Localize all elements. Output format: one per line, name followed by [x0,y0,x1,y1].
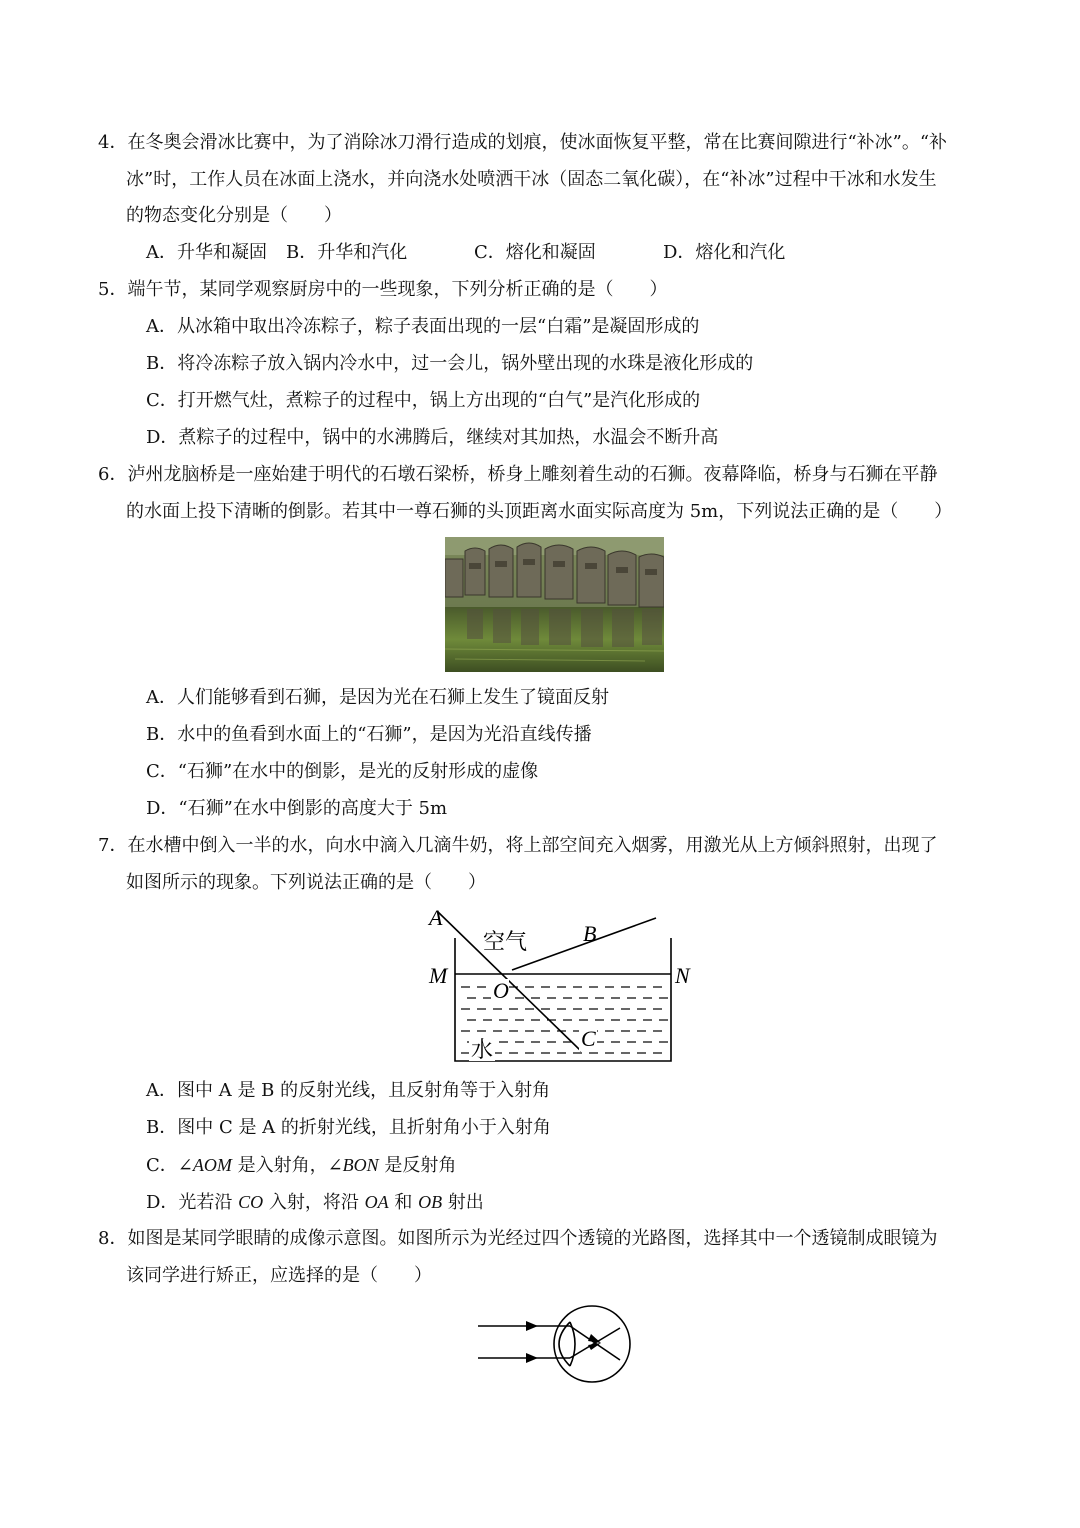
q6-option-d[interactable]: D．“石狮”在水中倒影的高度大于 5m [146,798,448,819]
q5-option-d[interactable]: D．煮粽子的过程中，锅中的水沸腾后，继续对其加热，水温会不断升高 [146,427,719,448]
q6-stem-line1: 6．泸州龙脑桥是一座始建于明代的石墩石梁桥，桥身上雕刻着生动的石狮。夜幕降临，桥身与石狮在平静 [98,464,938,485]
q6-option-b[interactable]: B．水中的鱼看到水面上的“石狮”，是因为光沿直线传播 [146,724,592,745]
light-refraction-diagram [405,903,705,1068]
q4-stem-line1: 4．在冬奥会滑冰比赛中，为了消除冰刀滑行造成的划痕，使冰面恢复平整，常在比赛间隙进行“补冰”。“补 [98,132,948,153]
q7-option-d-text: 和 [388,1192,419,1213]
ray-ob: OB [418,1192,443,1212]
q7-option-b[interactable]: B．图中 C 是 A 的折射光线，且折射角小于入射角 [146,1117,551,1138]
q7-stem-line2: 如图所示的现象。下列说法正确的是（ ） [126,872,486,893]
ray-co: CO [238,1192,264,1212]
label-water: 水 [471,1037,494,1062]
q7-option-d-text: 入射，将沿 [263,1192,365,1213]
q5-option-b[interactable]: B．将冷冻粽子放入锅内冷水中，过一会儿，锅外壁出现的水珠是液化形成的 [146,353,754,374]
q5-option-c[interactable]: C．打开燃气灶，煮粽子的过程中，锅上方出现的“白气”是汽化形成的 [146,390,701,411]
ray-oa: OA [364,1192,389,1212]
label-n: N [675,963,690,988]
q8-stem-line2: 该同学进行矫正，应选择的是（ ） [126,1265,432,1286]
q4-option-b[interactable]: B．升华和汽化 [286,242,408,263]
q7-option-d-text: D．光若沿 [146,1192,239,1213]
label-b: B [583,921,597,946]
q8-stem-line1: 8．如图是某同学眼睛的成像示意图。如图所示为光经过四个透镜的光路图，选择其中一个透镜制成眼镜为 [98,1228,938,1249]
eye-imaging-diagram [470,1300,640,1390]
label-a: A [429,905,443,930]
label-air: 空气 [483,929,528,954]
angle-bon: BON [342,1155,379,1175]
angle-aom: AOM [192,1155,232,1175]
q7-option-c-text: 是反射角 [378,1155,457,1176]
label-o: O [493,978,509,1003]
q7-option-c-text: 是入射角，∠ [231,1155,343,1176]
q6-option-a[interactable]: A．人们能够看到石狮，是因为光在石狮上发生了镜面反射 [146,687,609,708]
q7-option-a[interactable]: A．图中 A 是 B 的反射光线，且反射角等于入射角 [146,1080,551,1101]
q4-option-a[interactable]: A．升华和凝固 [146,242,267,263]
q5-option-a[interactable]: A．从冰箱中取出冷冻粽子，粽子表面出现的一层“白霜”是凝固形成的 [146,316,700,337]
q7-option-c[interactable] [146,1153,456,1178]
stone-lion-bridge-photo [445,537,664,672]
q4-stem-line3: 的物态变化分别是（ ） [126,205,342,226]
q4-option-c[interactable]: C．熔化和凝固 [474,242,596,263]
q7-option-c-text: C．∠ [146,1155,193,1176]
q7-stem-line1: 7．在水槽中倒入一半的水，向水中滴入几滴牛奶，将上部空间充入烟雾，用激光从上方倾斜照射，出现了 [98,835,938,856]
q7-option-d-text: 射出 [442,1192,484,1213]
q7-option-d[interactable] [146,1190,484,1215]
q5-stem: 5．端午节，某同学观察厨房中的一些现象，下列分析正确的是（ ） [98,279,668,300]
label-c: C [581,1026,596,1051]
label-m: M [429,963,448,988]
q4-option-d[interactable]: D．熔化和汽化 [663,242,786,263]
q6-stem-line2: 的水面上投下清晰的倒影。若其中一尊石狮的头顶距离水面实际高度为 5m，下列说法正确的是（ ） [126,501,953,522]
q4-stem-line2: 冰”时，工作人员在冰面上浇水，并向浇水处喷洒干冰（固态二氧化碳），在“补冰”过程中干冰和水发生 [126,169,937,190]
q6-option-c[interactable]: C．“石狮”在水中的倒影，是光的反射形成的虚像 [146,761,539,782]
